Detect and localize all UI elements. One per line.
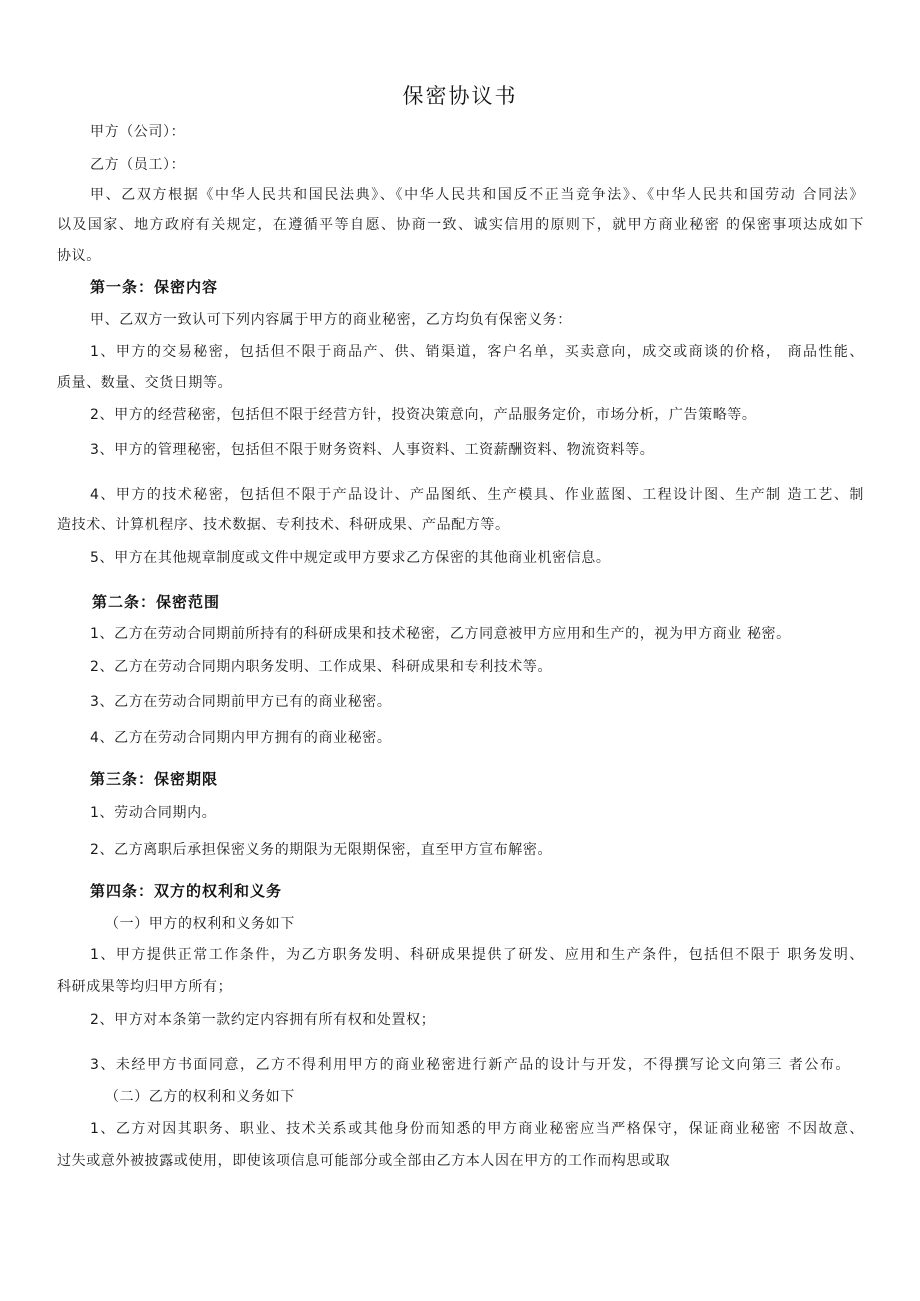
article-2-item-3: 3、乙方在劳动合同期前甲方已有的商业秘密。 xyxy=(90,694,392,710)
article-4-b-item-1-line-1: 1、乙方对因其职务、职业、技术关系或其他身份而知悉的甲方商业秘密应当严格保守，保证商业秘密 不因故意、 xyxy=(90,1121,864,1137)
article-3-heading: 第三条：保密期限 xyxy=(90,770,219,788)
preamble-line-1: 甲、乙双方根据《中华人民共和国民法典》、《中华人民共和国反不正当竞争法》、《中华人民共和国劳动 合同法》 xyxy=(90,187,864,203)
article-1-item-4-line-2: 造技术、计算机程序、技术数据、专利技术、科研成果、产品配方等。 xyxy=(57,517,510,533)
article-1-item-2: 2、甲方的经营秘密，包括但不限于经营方针，投资决策意向，产品服务定价，市场分析，广告策略等。 xyxy=(90,407,757,423)
article-4-heading: 第四条：双方的权利和义务 xyxy=(90,882,283,900)
article-3-item-2: 2、乙方离职后承担保密义务的期限为无限期保密，直至甲方宣布解密。 xyxy=(90,842,553,858)
article-2-item-4: 4、乙方在劳动合同期内甲方拥有的商业秘密。 xyxy=(90,730,392,746)
article-2-item-2: 2、乙方在劳动合同期内职务发明、工作成果、科研成果和专利技术等。 xyxy=(90,659,553,675)
article-4-a-item-3: 3、未经甲方书面同意，乙方不得利用甲方的商业秘密进行新产品的设计与开发，不得撰写论文向第三 者公布。 xyxy=(90,1057,850,1073)
document-title: 保密协议书 xyxy=(402,84,518,108)
article-4-a-item-1-line-1: 1、甲方提供正常工作条件，为乙方职务发明、科研成果提供了研发、应用和生产条件，包括但不限于 职务发明、 xyxy=(90,947,864,963)
article-4-subsection-2: （二）乙方的权利和义务如下 xyxy=(105,1089,295,1105)
article-1-item-1-line-1: 1、甲方的交易秘密，包括但不限于商品产、供、销渠道，客户名单，买卖意向，成交或商谈的价格， 商品性能、 xyxy=(90,344,864,360)
article-4-subsection-1: （一）甲方的权利和义务如下 xyxy=(105,916,295,932)
article-1-heading: 第一条：保密内容 xyxy=(90,278,219,296)
article-1-item-5: 5、甲方在其他规章制度或文件中规定或甲方要求乙方保密的其他商业机密信息。 xyxy=(90,550,611,566)
article-4-a-item-2: 2、甲方对本条第一款约定内容拥有所有权和处置权； xyxy=(90,1012,436,1028)
article-1-item-4-line-1: 4、甲方的技术秘密，包括但不限于产品设计、产品图纸、生产模具、作业蓝图、工程设计图、生产制 造工艺、制 xyxy=(90,487,864,503)
article-1-intro: 甲、乙双方一致认可下列内容属于甲方的商业秘密，乙方均负有保密义务： xyxy=(90,312,572,328)
article-4-a-item-1-line-2: 科研成果等均归甲方所有； xyxy=(57,979,233,995)
party-b-line: 乙方（员工）： xyxy=(90,157,186,173)
article-2-item-1: 1、乙方在劳动合同期前所持有的科研成果和技术秘密，乙方同意被甲方应用和生产的，视为甲方商业 秘密。 xyxy=(90,626,791,642)
article-4-b-item-1-line-2: 过失或意外被披露或使用，即使该项信息可能部分或全部由乙方本人因在甲方的工作而构思或取 xyxy=(57,1153,671,1169)
article-1-item-3: 3、甲方的管理秘密，包括但不限于财务资料、人事资料、工资薪酬资料、物流资料等。 xyxy=(90,442,655,458)
article-3-item-1: 1、劳动合同期内。 xyxy=(90,805,217,821)
article-2-heading: 第二条：保密范围 xyxy=(92,593,221,611)
party-a-line: 甲方（公司）： xyxy=(90,124,186,140)
preamble-line-2: 以及国家、地方政府有关规定，在遵循平等自愿、协商一致、诚实信用的原则下，就甲方商业秘密 的保密事项达成如下 xyxy=(57,217,864,233)
article-1-item-1-line-2: 质量、数量、交货日期等。 xyxy=(57,375,233,391)
preamble-line-3: 协议。 xyxy=(57,248,101,264)
